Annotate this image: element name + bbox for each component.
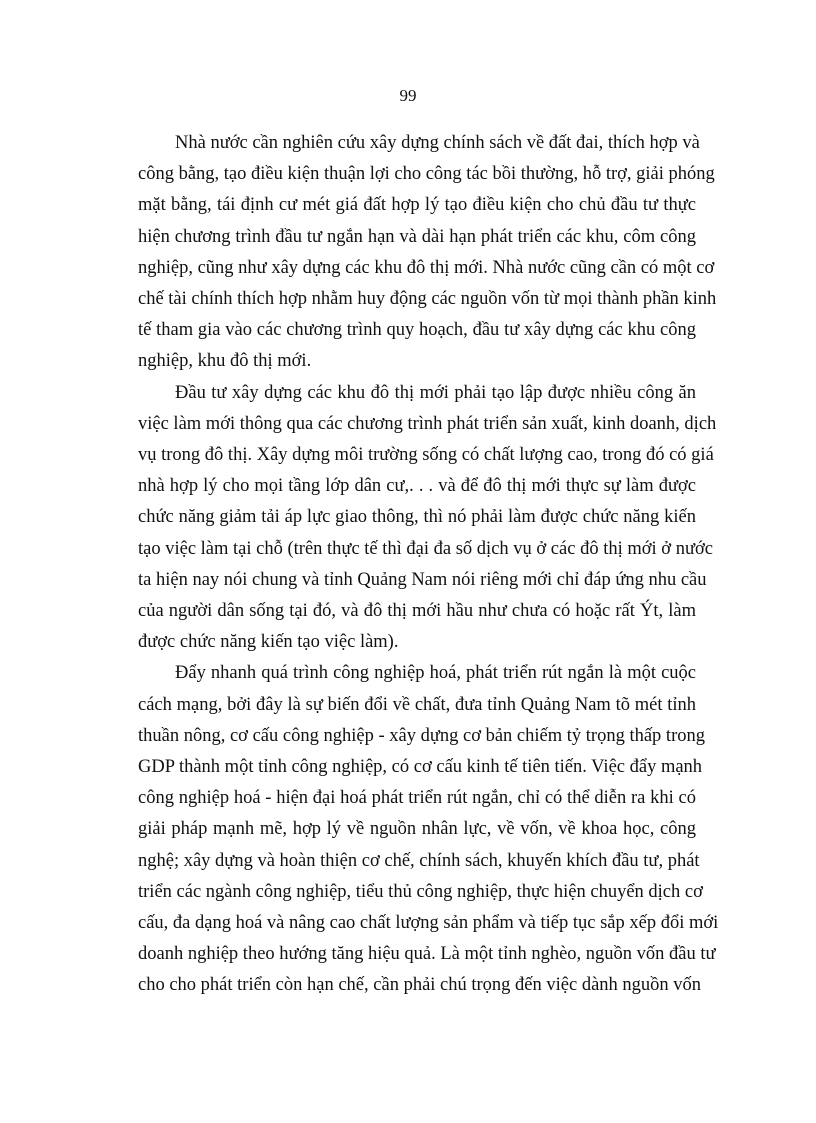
text-line: giải pháp mạnh mẽ, hợp lý về nguồn nhân lực, về vốn, về khoa học, công xyxy=(138,819,696,840)
text-line: GDP thành một tỉnh công nghiệp, có cơ cấu kinh tế tiên tiến. Việc đẩy mạnh xyxy=(138,757,703,778)
text-line: cách mạng, bởi đây là sự biến đổi về chất, đưa tỉnh Quảng Nam tõ mét tỉnh xyxy=(138,694,696,715)
text-line: nghiệp, cũng như xây dựng các khu đô thị mới. Nhà nước cũng cần có một cơ xyxy=(138,257,715,278)
document-body xyxy=(138,128,719,1002)
text-line: được chức năng kiến tạo việc làm). xyxy=(138,632,399,653)
text-line: chức năng giảm tải áp lực giao thông, thì nó phải làm được chức năng kiến xyxy=(138,507,696,528)
text-line: hiện chương trình đầu tư ngắn hạn và dài hạn phát triển các khu, côm công xyxy=(138,226,696,247)
text-line: tế tham gia vào các chương trình quy hoạch, đầu tư xây dựng các khu công xyxy=(138,320,696,341)
text-line: nghiệp, khu đô thị mới. xyxy=(138,351,312,372)
text-line: doanh nghiệp theo hướng tăng hiệu quả. Là một tỉnh nghèo, nguồn vốn đầu tư xyxy=(138,944,716,965)
paragraph xyxy=(138,658,719,1001)
text-line: chế tài chính thích hợp nhằm huy động các nguồn vốn từ mọi thành phần kinh xyxy=(138,289,717,310)
text-line: ta hiện nay nói chung và tỉnh Quảng Nam nói riêng mới chỉ đáp ứng nhu cầu xyxy=(138,569,707,590)
text-line: cấu, đa dạng hoá và nâng cao chất lượng sản phẩm và tiếp tục sắp xếp đổi mới xyxy=(138,913,719,934)
text-line: của người dân sống tại đó, và đô thị mới hầu như chưa có hoặc rất Ýt, làm xyxy=(138,601,696,622)
text-line: cho cho phát triển còn hạn chế, cần phải chú trọng đến việc dành nguồn vốn xyxy=(138,975,702,996)
text-line: nhà hợp lý cho mọi tầng lớp dân cư,. . . và để đô thị mới thực sự làm được xyxy=(138,476,696,497)
text-line: thuần nông, cơ cấu công nghiệp - xây dựng cơ bản chiếm tỷ trọng thấp trong xyxy=(138,725,705,746)
text-line: Nhà nước cần nghiên cứu xây dựng chính sách về đất đai, thích hợp và xyxy=(175,133,700,153)
page-number: 99 xyxy=(399,86,417,105)
text-line: việc làm mới thông qua các chương trình phát triển sản xuất, kinh doanh, dịch xyxy=(138,413,717,434)
text-line: tạo việc làm tại chỗ (trên thực tế thì đại đa số dịch vụ ở các đô thị mới ở nước xyxy=(138,538,713,559)
text-line: vụ trong đô thị. Xây dựng môi trường sống có chất lượng cao, trong đó có giá xyxy=(138,445,714,466)
text-line: công nghiệp hoá - hiện đại hoá phát triển rút ngắn, chỉ có thể diễn ra khi có xyxy=(138,788,696,809)
text-line: Đầu tư xây dựng các khu đô thị mới phải tạo lập được nhiều công ăn xyxy=(175,382,696,403)
text-line: Đẩy nhanh quá trình công nghiệp hoá, phát triển rút ngắn là một cuộc xyxy=(175,663,696,684)
text-line: mặt bằng, tái định cư mét giá đất hợp lý tạo điều kiện cho chủ đầu tư thực xyxy=(138,195,696,216)
text-line: nghệ; xây dựng và hoàn thiện cơ chế, chính sách, khuyến khích đầu tư, phát xyxy=(138,850,700,871)
text-line: công bằng, tạo điều kiện thuận lợi cho công tác bồi thường, hỗ trợ, giải phóng xyxy=(138,164,715,185)
text-line: triển các ngành công nghiệp, tiểu thủ công nghiệp, thực hiện chuyển dịch cơ xyxy=(138,881,703,902)
paragraph xyxy=(138,378,717,659)
paragraph xyxy=(138,128,717,378)
